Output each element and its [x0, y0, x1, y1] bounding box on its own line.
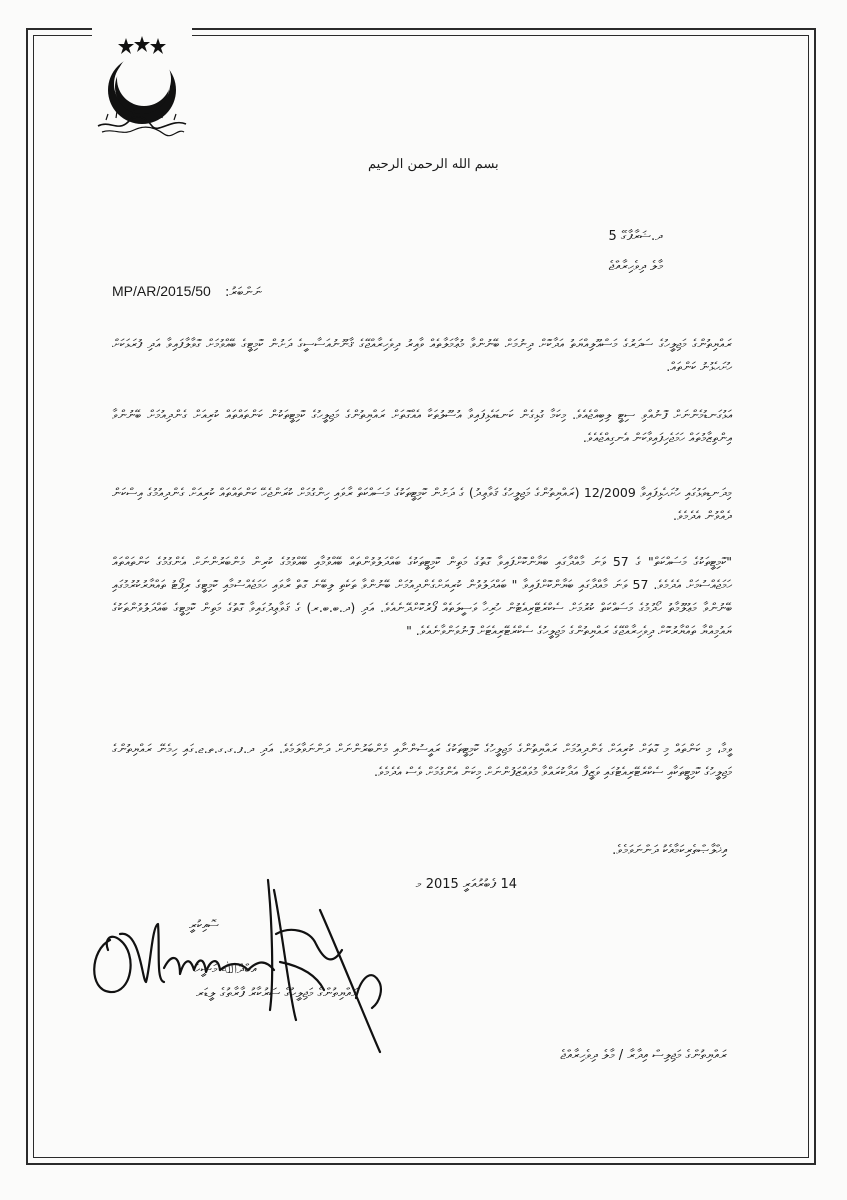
- signatory-title: ރައްޔިތުންގެ މަޖިލީހުގެ ސަރުކާރު ފާރާތުގެ ލީޑަރ: [196, 986, 359, 1001]
- body-paragraph-1: ރައްޔިތުންގެ މަޖިލީހުގެ ސަދަރުގެ މަސްއޫލިއްޔަތު އަދާކޮށް ދިނުމަށް ބޭނުންވާ މުޢާމަލާތެއް ވާއިރު ދިވެހިރާއްޖޭގެ ޤާނޫނުއަސާސީގެ ދަށުން ކޮމިޓީގެ ބޭއްވުމަށް ގޮވާލާފައިވާ އަދި ފުރަޅަކަށް ހުށަހެޅުނު ކަންތައް.: [112, 336, 732, 374]
- recipient-line-1: ދ.ޝަރާފާގޭ 5: [608, 229, 663, 244]
- signatory-name: އަބްދުﷲ މަސީހް: [194, 962, 257, 977]
- reference-code: MP/AR/2015/50: [112, 283, 211, 299]
- crescent-and-stars-emblem-icon: [92, 22, 192, 140]
- letter-date: 14 ފެބުރުއަރީ 2015 މ: [415, 877, 517, 892]
- basmala: بسم الله الرحمن الرحيم: [368, 157, 499, 172]
- body-paragraph-2: އަޅުގަނޑުމެންނަށް ފޮނުއްވި ސިޓީ ލިބިއްޖެއެވެ. މިކަމާ ގުޅިގެން ކަނޑައެޅިފައިވާ އުސޫލުތަކާ އެއްގޮތަށް ރައްޔިތުންގެ މަޖިލީހުގެ ކޮމިޓީތަކުން ކަންތައްތައް ކުރިއަށް ގެންދިއުމަށް ބޭނުންވާ އިންތިޒާމުތައް ހަމަޖެހިފައިވާކަން އެނގިއްޖެއެވެ.: [112, 407, 732, 445]
- body-paragraph-4: "ކޮމިޓީތަކުގެ މަސައްކަތް" ގެ 57 ވަނަ މާއްދާގައި ބަޔާންކޮށްފައިވާ ގޮތުގެ މަތިން ކޮމިޓީތަކުގެ ބައްދަލުވުންތައް ބޭއްވުމާއި ބޭއްވުމުގެ ކުރިން މެންބަރުންނަށް އެންގުމުގެ ކަންތައްތައް ހަމަޖެއްސުމަށް އެދެމެވެ. 57 ވަނަ މާއްދާގައި ބަޔާންކޮށްފައިވާ " ބައްދަލުވުން ކުރިޔަށްގެންދިއުމަށް ބޭނުންވާ ތަކެތި ލިބޭނެ ގޮތް ރާވައި ހަމަޖެއްސުމާއި ކޮމިޓީގެ ރިޕޯޓު ތައްޔާރުކުރުމުގައި ބޭނުންވާ މަޢުލޫމާތު ހޯދުމުގެ މަސައްކަތް ކުރުމަށް ސެކްރެޓޭރިއެޓުން ހުރިހާ ވަސީލަތެއް ފޯރުކޮށްދޭނެއެވެ. އަދި (ދ.ބ.ބ.ރ) ގެ ޤަވާޢިދުގައިވާ ގޮތުގެ މަތިން ކޮމިޓީގެ ބައްދަލުވުންތަކުގެ ޔައުމިއްޔާ ތައްޔާރުކޮށް ދިވެހިރާއްޖޭގެ ރައްޔިތުންގެ މަޖިލީހުގެ ސެކްރެޓޭރިއެޓަށް ފޮނުވަންވާނެއެވެ. ": [112, 554, 733, 638]
- body-paragraph-5: ވީމާ، މި ކަންތައް މި ގޮތަށް ކުރިއަށް ގެންދިއުމަށް ރައްޔިތުންގެ މަޖިލީހުގެ ކޮމިޓީތަކުގެ ރައީސުންނާއި މެންބަރުންނަށް ދަންނަވާލަމެވެ. އަދި ދ.ފ.ގ.ގ.ތ.ޖ.ގައި ހިމެނޭ ރައްޔިތުންގެ މަޖިލީހުގެ ކޮމިޓީތަކާއި ސެކްރެޓޭރިއެޓުގައި ވަޒީފާ އަދާކުރައްވާ މުވައްޒަފުންނަށް މިކަން އެންގުމަށް ވެސް އެދެމެވެ.: [112, 741, 732, 779]
- recipient-line-2: މާލެ ދިވެހިރާއްޖެ: [608, 259, 663, 274]
- body-paragraph-3: މިދަނޑިވަޅުގައި ހުށަހެޅިފައިވާ 12/2009 (ރައްޔިތުންގެ މަޖިލީހުގެ ޤަވާޢިދު) ގެ ދަށުން ކޮމިޓީތަކުގެ މަސައްކަތް ރާވައި ހިންގުމަށް ކުރަންޖެހޭ ކަންތައްތައް ކުރިއަށް ގެންދިއުމުގެ އިސްކަން ދެއްވުން އެދެމެވެ.: [112, 485, 732, 523]
- signed-by-label: ސޮއިކުރީ: [188, 918, 219, 933]
- reference-label: ނަންބަރު:: [224, 285, 262, 300]
- closing-line: އިޚްލާޞްތެރިކަމާއެކު ދަންނަވަމެވެ.: [612, 843, 727, 858]
- footer-address: ރައްޔިތުންގެ މަޖިލިސް އިދާރާ / މާލެ ދިވެހިރާއްޖެ: [560, 1048, 727, 1063]
- reference-number: [112, 283, 262, 300]
